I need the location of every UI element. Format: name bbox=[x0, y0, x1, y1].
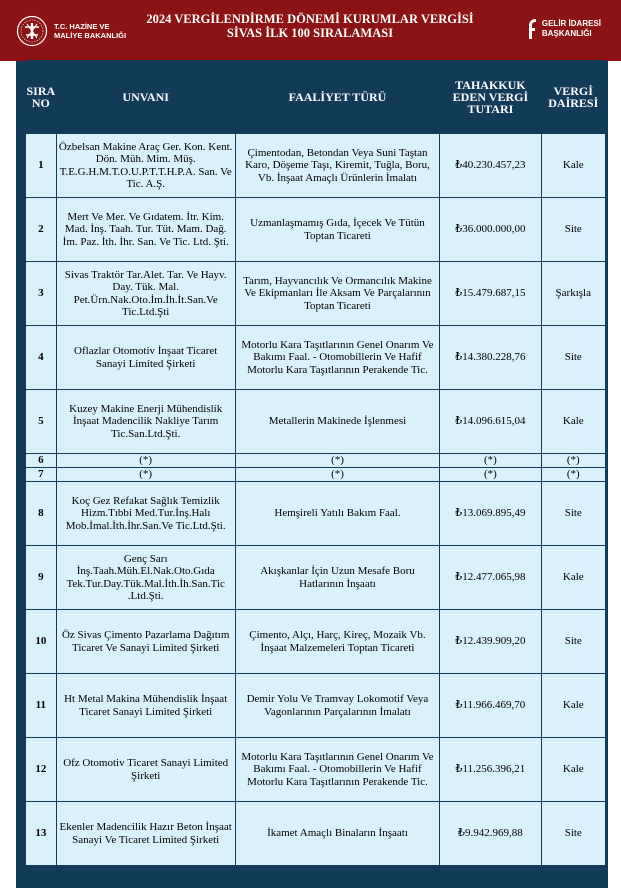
cell-activity: Uzmanlaşmamış Gıda, İçecek Ve Tütün Toptan Ticareti bbox=[235, 198, 440, 262]
cell-rank: 11 bbox=[26, 674, 57, 738]
cell-tax-amount: ₺9.942.969,88 bbox=[440, 802, 541, 866]
agency-line-1: GELİR İDARESİ bbox=[541, 19, 601, 28]
cell-tax-office: Kale bbox=[541, 390, 605, 454]
cell-tax-office: (*) bbox=[541, 454, 605, 468]
table-row bbox=[26, 674, 606, 738]
ministry-name bbox=[54, 22, 126, 40]
cell-tax-office: Kale bbox=[541, 674, 605, 738]
cell-rank: 13 bbox=[26, 802, 57, 866]
table-row bbox=[26, 468, 606, 482]
cell-rank: 12 bbox=[26, 738, 57, 802]
cell-name: Öz Sivas Çimento Pazarlama Dağıtım Ticaret Ve Sanayi Limited Şirketi bbox=[56, 610, 235, 674]
cell-name: (*) bbox=[56, 468, 235, 482]
cell-activity: Tarım, Hayvancılık Ve Ormancılık Makine Ve Ekipmanları İle Aksam Ve Parçalarının Toptan Ticareti bbox=[235, 262, 440, 326]
cell-name: Mert Ve Mer. Ve Gıdatem. İtr. Kim. Mad. İnş. Taah. Tur. Tüt. Mam. Dağ. İm. Paz. İth. İhr. San. Ve Tic. Ltd. Şti. bbox=[56, 198, 235, 262]
cell-tax-office: Site bbox=[541, 482, 605, 546]
ministry-branding bbox=[16, 14, 126, 48]
cell-rank: 6 bbox=[26, 454, 57, 468]
table-row bbox=[26, 326, 606, 390]
cell-tax-amount: ₺14.380.228,76 bbox=[440, 326, 541, 390]
ranking-table bbox=[25, 60, 606, 866]
agency-line-2: BAŞKANLIĞI bbox=[541, 29, 592, 38]
cell-name: Genç Sarı İnş.Taah.Müh.El.Nak.Oto.Gıda Tek.Tur.Day.Tük.Mal.İth.İh.San.Tic .Ltd.Şti. bbox=[56, 546, 235, 610]
cell-activity: Çimento, Alçı, Harç, Kireç, Mozaik Vb. İnşaat Malzemeleri Toptan Ticareti bbox=[235, 610, 440, 674]
cell-rank: 10 bbox=[26, 610, 57, 674]
cell-rank: 4 bbox=[26, 326, 57, 390]
cell-tax-office: Kale bbox=[541, 738, 605, 802]
cell-activity: Akışkanlar İçin Uzun Mesafe Boru Hatlarının İnşaatı bbox=[235, 546, 440, 610]
cell-tax-amount: ₺13.069.895,49 bbox=[440, 482, 541, 546]
cell-rank: 5 bbox=[26, 390, 57, 454]
table-row bbox=[26, 546, 606, 610]
cell-activity: Çimentodan, Betondan Veya Suni Taştan Karo, Döşeme Taşı, Kiremit, Tuğla, Boru, Vb. İnşaat Amaçlı Ürünlerin İmalatı bbox=[235, 134, 440, 198]
cell-activity: İkamet Amaçlı Binaların İnşaatı bbox=[235, 802, 440, 866]
table-row bbox=[26, 482, 606, 546]
cell-tax-amount: ₺14.096.615,04 bbox=[440, 390, 541, 454]
table-row bbox=[26, 610, 606, 674]
table-row bbox=[26, 198, 606, 262]
page-title bbox=[140, 12, 480, 40]
cell-tax-amount: ₺12.439.909,20 bbox=[440, 610, 541, 674]
cell-rank: 7 bbox=[26, 468, 57, 482]
cell-rank: 2 bbox=[26, 198, 57, 262]
cell-tax-office: Site bbox=[541, 802, 605, 866]
cell-activity: (*) bbox=[235, 468, 440, 482]
title-line-1: 2024 VERGİLENDİRME DÖNEMİ KURUMLAR VERGİSİ bbox=[146, 12, 474, 26]
table-row bbox=[26, 390, 606, 454]
cell-activity: Motorlu Kara Taşıtlarının Genel Onarım Ve Bakımı Faal. - Otomobillerin Ve Hafif Motorlu Kara Taşıtlarının Perakende Tic. bbox=[235, 326, 440, 390]
title-line-2: SİVAS İLK 100 SIRALAMASI bbox=[226, 26, 394, 40]
cell-tax-amount: ₺12.477.065,98 bbox=[440, 546, 541, 610]
table-row bbox=[26, 738, 606, 802]
cell-activity: (*) bbox=[235, 454, 440, 468]
table-row bbox=[26, 262, 606, 326]
cell-tax-office: Kale bbox=[541, 546, 605, 610]
cell-tax-office: Site bbox=[541, 610, 605, 674]
cell-name: Koç Gez Refakat Sağlık Temizlik Hizm.Tıbbi Med.Tur.İnş.Halı Mob.İmal.İth.İhr.San.Ve Tic.Ltd.Şti. bbox=[56, 482, 235, 546]
cell-name: Oflazlar Otomotiv İnşaat Ticaret Sanayi Limited Şirketi bbox=[56, 326, 235, 390]
cell-rank: 3 bbox=[26, 262, 57, 326]
agency-branding bbox=[526, 18, 601, 40]
ministry-line-2: MALİYE BAKANLIĞI bbox=[54, 31, 127, 40]
cell-tax-office: Şarkışla bbox=[541, 262, 605, 326]
cell-tax-amount: ₺36.000.000,00 bbox=[440, 198, 541, 262]
cell-tax-amount: (*) bbox=[440, 468, 541, 482]
table-header-row bbox=[26, 60, 606, 134]
ministry-line-1: T.C. HAZİNE VE bbox=[54, 22, 110, 31]
cell-name: Kuzey Makine Enerji Mühendislik İnşaat Madencilik Nakliye Tarım Tic.San.Ltd.Şti. bbox=[56, 390, 235, 454]
cell-activity: Motorlu Kara Taşıtlarının Genel Onarım Ve Bakımı Faal. - Otomobillerin Ve Hafif Motorlu Kara Taşıtlarının Perakende Tic. bbox=[235, 738, 440, 802]
cell-tax-office: Kale bbox=[541, 134, 605, 198]
cell-activity: Hemşireli Yatılı Bakım Faal. bbox=[235, 482, 440, 546]
cell-tax-amount: (*) bbox=[440, 454, 541, 468]
ministry-emblem-icon bbox=[16, 15, 48, 47]
header-name: UNVANI bbox=[56, 60, 235, 134]
cell-name: Ofz Otomotiv Ticaret Sanayi Limited Şirketi bbox=[56, 738, 235, 802]
header-rank: SIRA NO bbox=[26, 60, 57, 134]
header-tax-office: VERGİ DAİRESİ bbox=[541, 60, 605, 134]
cell-tax-office: (*) bbox=[541, 468, 605, 482]
cell-rank: 8 bbox=[26, 482, 57, 546]
cell-tax-amount: ₺11.966.469,70 bbox=[440, 674, 541, 738]
cell-rank: 9 bbox=[26, 546, 57, 610]
header-activity: FAALİYET TÜRÜ bbox=[235, 60, 440, 134]
table-row bbox=[26, 134, 606, 198]
cell-tax-office: Site bbox=[541, 198, 605, 262]
cell-rank: 1 bbox=[26, 134, 57, 198]
cell-activity: Metallerin Makinede İşlenmesi bbox=[235, 390, 440, 454]
cell-name: Sivas Traktör Tar.Alet. Tar. Ve Hayv. Day. Tük. Mal. Pet.Ürn.Nak.Oto.İm.İh.İt.San.Ve Tic.Ltd.Şti bbox=[56, 262, 235, 326]
cell-name: Ekenler Madencilik Hazır Beton İnşaat Sanayi Ve Ticaret Limited Şirketi bbox=[56, 802, 235, 866]
cell-tax-amount: ₺11.256.396,21 bbox=[440, 738, 541, 802]
revenue-administration-logo-icon bbox=[526, 18, 538, 40]
table-row bbox=[26, 802, 606, 866]
table-row bbox=[26, 454, 606, 468]
cell-tax-amount: ₺15.479.687,15 bbox=[440, 262, 541, 326]
page-header bbox=[0, 0, 621, 61]
cell-activity: Demir Yolu Ve Tramvay Lokomotif Veya Vagonlarının Parçalarının İmalatı bbox=[235, 674, 440, 738]
agency-name bbox=[542, 19, 601, 39]
header-tax-amount: TAHAKKUK EDEN VERGİ TUTARI bbox=[440, 60, 541, 134]
cell-name: Ht Metal Makina Mühendislik İnşaat Ticaret Sanayi Limited Şirketi bbox=[56, 674, 235, 738]
cell-name: (*) bbox=[56, 454, 235, 468]
cell-name: Özbelsan Makine Araç Ger. Kon. Kent. Dön. Müh. Mim. Müş. T.E.G.H.M.T.O.U.P.T.T.H.P.A. San. Ve Tic. A.Ş. bbox=[56, 134, 235, 198]
cell-tax-office: Site bbox=[541, 326, 605, 390]
cell-tax-amount: ₺40.230.457,23 bbox=[440, 134, 541, 198]
